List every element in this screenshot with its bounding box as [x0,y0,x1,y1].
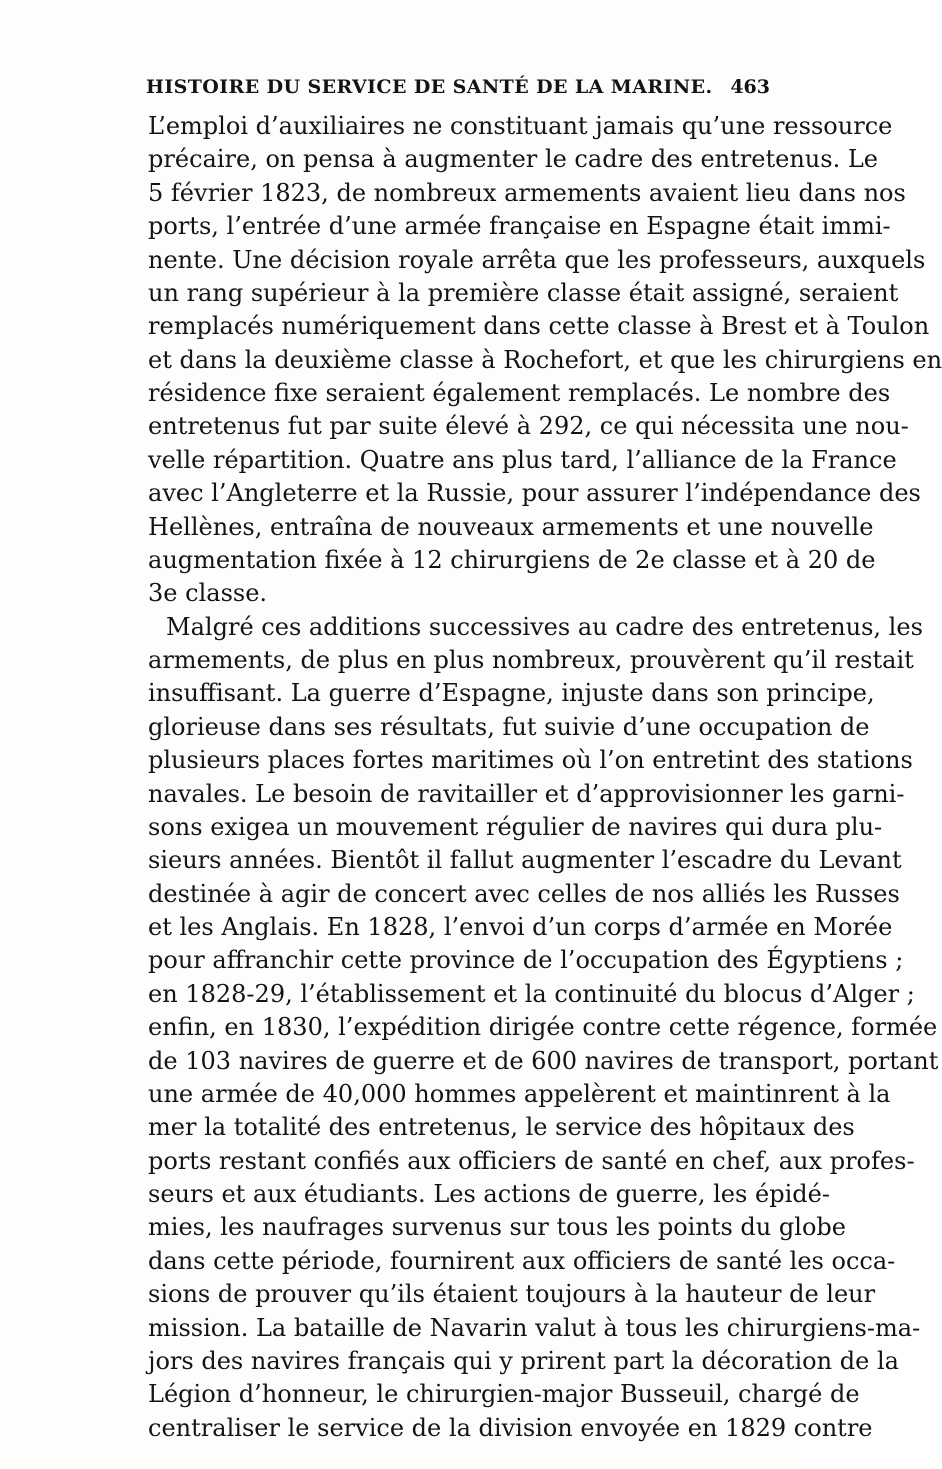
page-number: 463 [730,76,770,98]
text-line: ports, l’entrée d’une armée française en Espagne était immi- [148,212,891,241]
text-line: nente. Une décision royale arrêta que les professeurs, auxquels [148,245,926,274]
text-line: destinée à agir de concert avec celles de nos alliés les Russes [148,879,900,908]
text-line: 3e classe. [148,579,268,608]
running-head [110,70,770,106]
text-line: jors des navires français qui y prirent part la décoration de la [148,1346,899,1375]
text-line: remplacés numériquement dans cette classe à Brest et à Toulon [148,312,930,341]
text-line: pour affranchir cette province de l’occupation des Égyptiens ; [148,946,904,975]
text-line: et dans la deuxième classe à Rochefort, et que les chirurgiens en [148,345,942,374]
text-line: velle répartition. Quatre ans plus tard, l’alliance de la France [148,445,897,474]
text-line: mer la totalité des entretenus, le service des hôpitaux des [148,1113,855,1142]
text-line: glorieuse dans ses résultats, fut suivie d’une occupation de [148,712,870,741]
text-line: sieurs années. Bientôt il fallut augmenter l’escadre du Levant [148,846,902,875]
text-line: mies, les naufrages survenus sur tous les points du globe [148,1213,846,1242]
text-line: résidence fixe seraient également remplacés. Le nombre des [148,379,891,407]
text-line: sons exigea un mouvement régulier de navires qui dura plu- [148,812,883,841]
running-title: HISTOIRE DU SERVICE DE SANTÉ DE LA MARINE. [146,76,713,98]
text-line: armements, de plus en plus nombreux, prouvèrent qu’il restait [148,646,914,674]
text-line: dans cette période, fournirent aux officiers de santé les occa- [148,1246,896,1275]
text-line: une armée de 40,000 hommes appelèrent et maintinrent à la [148,1079,891,1108]
text-line: centraliser le service de la division envoyée en 1829 contre [148,1413,873,1442]
text-line: 5 février 1823, de nombreux armements avaient lieu dans nos [148,178,906,207]
text-line: sions de prouver qu’ils étaient toujours à la hauteur de leur [148,1280,876,1309]
text-line: un rang supérieur à la première classe était assigné, seraient [148,278,899,307]
text-line: insuffisant. La guerre d’Espagne, injuste dans son principe, [148,679,875,708]
text-line: navales. Le besoin de ravitailler et d’approvisionner les garni- [148,779,905,808]
text-line: Malgré ces additions successives au cadre des entretenus, les [166,612,923,641]
text-line: de 103 navires de guerre et de 600 navires de transport, portant [148,1046,939,1075]
text-line: enfin, en 1830, l’expédition dirigée contre cette régence, formée [148,1013,938,1042]
text-line: Légion d’honneur, le chirurgien-major Busseuil, chargé de [148,1380,860,1409]
text-line: augmentation fixée à 12 chirurgiens de 2e classe et à 20 de [148,545,876,574]
text-line: plusieurs places fortes maritimes où l’on entretint des stations [148,746,913,775]
text-line: en 1828-29, l’établissement et la continuité du blocus d’Alger ; [148,979,915,1008]
text-line: ports restant confiés aux officiers de santé en chef, aux profes- [148,1146,915,1175]
text-line: précaire, on pensa à augmenter le cadre des entretenus. Le [148,145,879,174]
text-line: L’emploi d’auxiliaires ne constituant jamais qu’une ressource [148,112,893,140]
text-line: mission. La bataille de Navarin valut à tous les chirurgiens-ma- [148,1313,921,1342]
text-line: Hellènes, entraîna de nouveaux armements et une nouvelle [148,512,874,541]
text-line: seurs et aux étudiants. Les actions de guerre, les épidé- [148,1180,830,1208]
text-line: entretenus fut par suite élevé à 292, ce qui nécessita une nou- [148,412,909,441]
text-line: avec l’Angleterre et la Russie, pour assurer l’indépendance des [148,479,921,508]
text-line: et les Anglais. En 1828, l’envoi d’un corps d’armée en Morée [148,913,893,941]
